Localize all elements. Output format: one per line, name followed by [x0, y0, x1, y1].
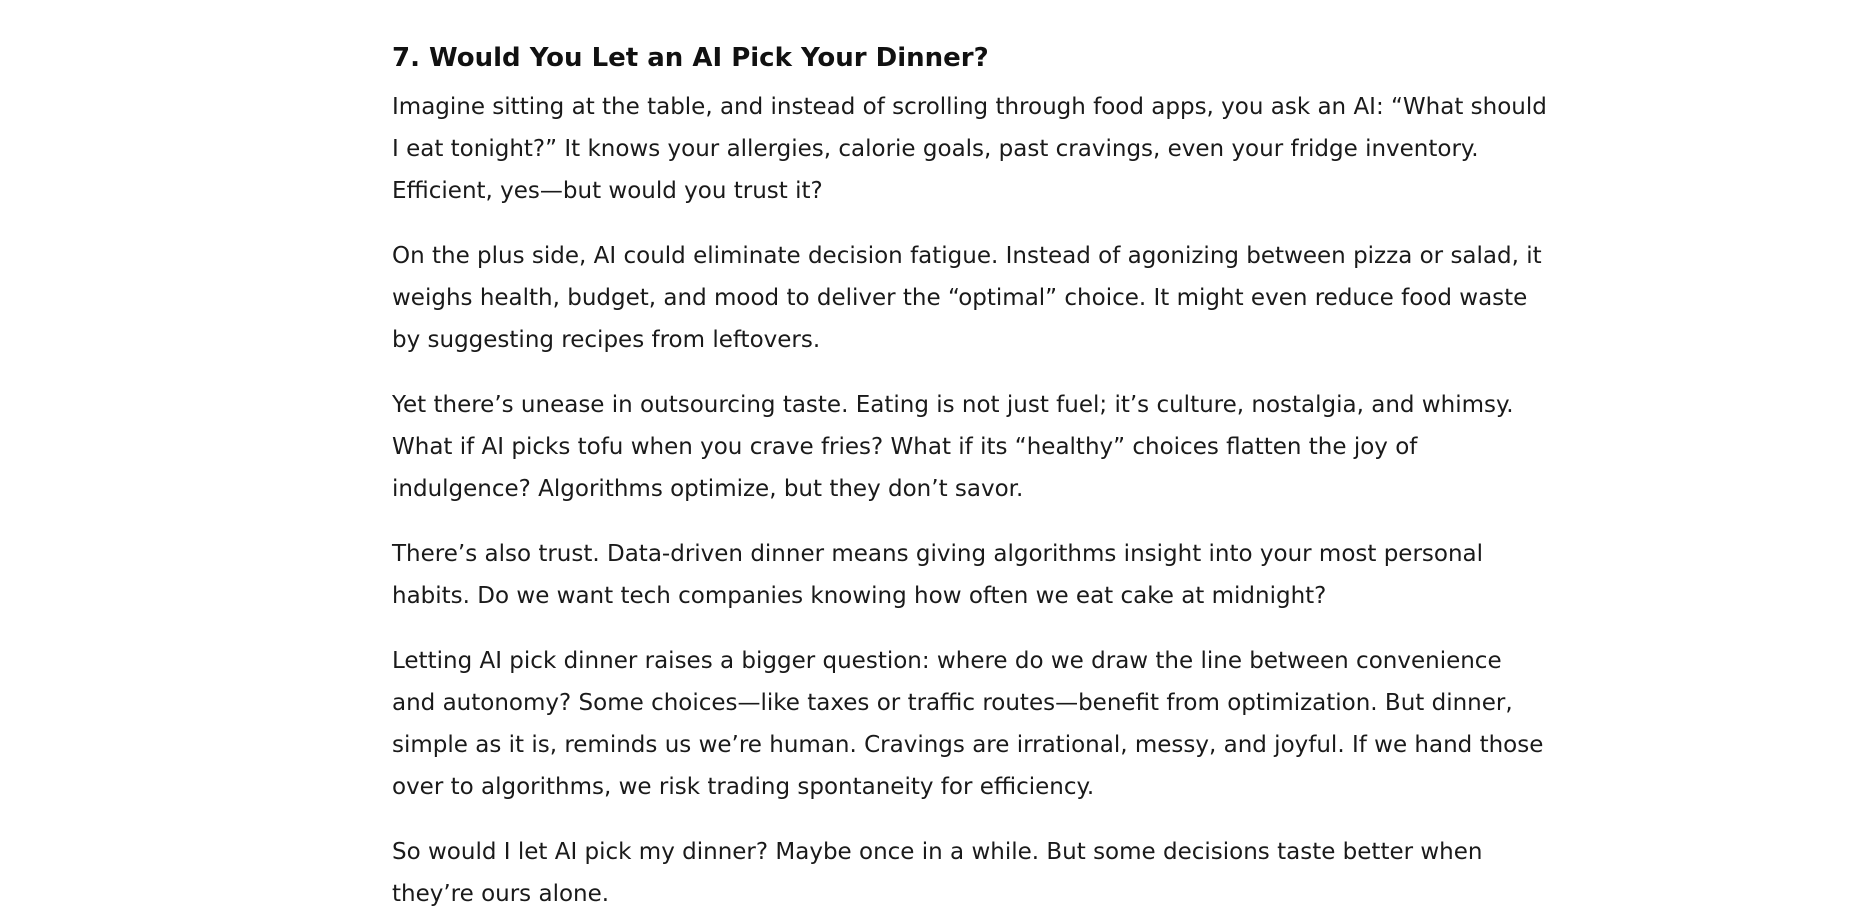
- paragraph-conclusion: So would I let AI pick my dinner? Maybe once in a while. But some decisions taste better when they’re ours alone.: [392, 839, 1483, 907]
- paragraph-plus-side: On the plus side, AI could eliminate decision fatigue. Instead of agonizing between pizza or salad, it weighs health, budget, and mood to deliver the “optimal” choice. It might even reduce food waste by suggesting recipes from leftovers.: [392, 243, 1542, 353]
- paragraph-bigger-question: Letting AI pick dinner raises a bigger question: where do we draw the line between convenience and autonomy? Some choices—like taxes or traffic routes—benefit from optimization. But dinner, simple as it is, reminds us we’re human. Cravings are irrational, messy, and joyful. If we hand those over to algorithms, we risk trading spontaneity for efficiency.: [392, 648, 1544, 800]
- paragraph-intro: Imagine sitting at the table, and instead of scrolling through food apps, you ask an AI: “What should I eat tonight?” It knows your allergies, calorie goals, past cravings, even your fridge inventory. Efficient, yes—but would you trust it?: [392, 94, 1547, 204]
- paragraph-unease: Yet there’s unease in outsourcing taste. Eating is not just fuel; it’s culture, nostalgia, and whimsy. What if AI picks tofu when you crave fries? What if its “healthy” choices flatten the joy of indulgence? Algorithms optimize, but they don’t savor.: [392, 392, 1514, 502]
- paragraph-trust: There’s also trust. Data-driven dinner means giving algorithms insight into your most personal habits. Do we want tech companies knowing how often we eat cake at midnight?: [392, 541, 1484, 609]
- section-heading: 7. Would You Let an AI Pick Your Dinner?: [392, 43, 989, 73]
- article: [392, 40, 1547, 924]
